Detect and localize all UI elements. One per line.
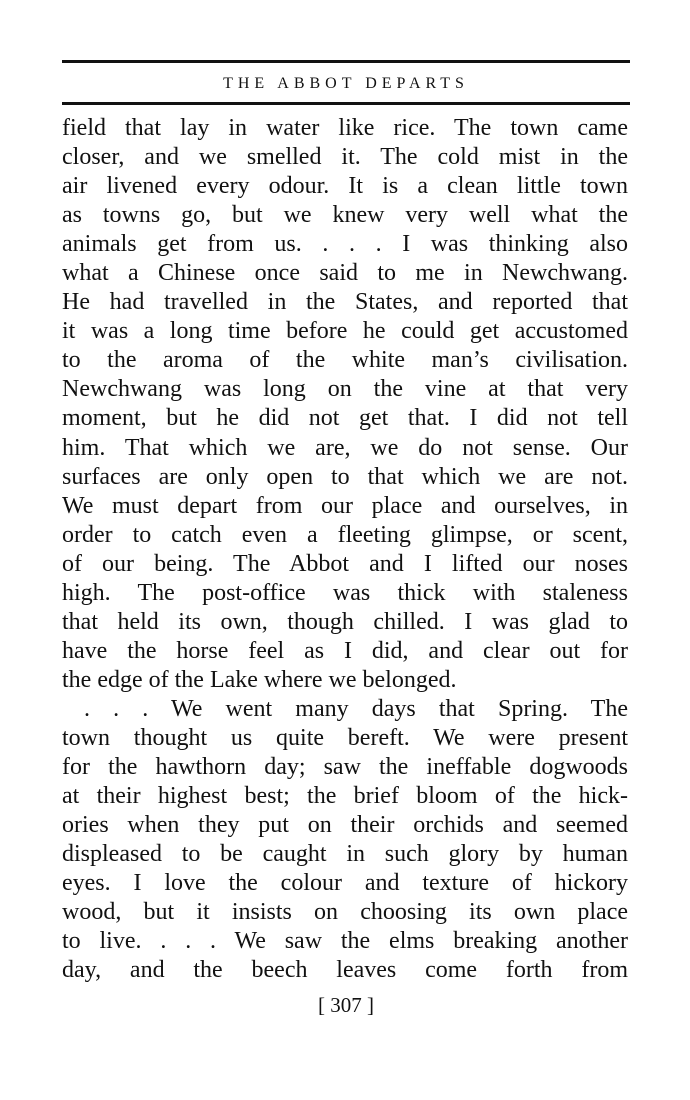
text-line: eyes. I love the colour and texture of hickory [62, 870, 628, 897]
text-line: for the hawthorn day; saw the ineffable dogwoods [62, 754, 628, 781]
text-line: what a Chinese once said to me in Newchwang. [62, 260, 628, 287]
running-head: THE ABBOT DEPARTS [223, 75, 469, 92]
text-line: field that lay in water like rice. The town came [62, 115, 628, 141]
text-line: that held its own, though chilled. I was glad to [62, 608, 628, 635]
text-line: it was a long time before he could get accustomed [62, 318, 628, 345]
page-number: [ 307 ] [318, 993, 374, 1017]
text-line: of our being. The Abbot and I lifted our noses [62, 550, 628, 577]
header-rule-top [62, 60, 630, 63]
paragraph-start-line: . . . We went many days that Spring. The [84, 695, 628, 722]
header-rule-bottom [62, 102, 630, 105]
text-line: as towns go, but we knew very well what the [62, 202, 628, 229]
text-line: to the aroma of the white man’s civilisation. [62, 347, 628, 374]
text-line: town thought us quite bereft. We were present [62, 724, 628, 751]
text-line: ories when they put on their orchids and seemed [62, 812, 628, 839]
body-text [62, 114, 628, 985]
text-line: have the horse feel as I did, and clear out for [62, 637, 628, 664]
text-line: order to catch even a fleeting glimpse, or scent, [62, 521, 628, 548]
text-line: to live. . . . We saw the elms breaking another [62, 928, 628, 955]
text-line: Newchwang was long on the vine at that very [62, 376, 628, 403]
text-line: surfaces are only open to that which we are not. [62, 463, 628, 490]
text-line: day, and the beech leaves come forth from [62, 957, 628, 984]
text-line: high. The post-office was thick with staleness [62, 579, 628, 606]
text-line: air livened every odour. It is a clean little town [62, 173, 628, 200]
text-line: at their highest best; the brief bloom of the hick- [62, 783, 628, 810]
text-line: animals get from us. . . . I was thinking also [62, 231, 628, 258]
text-line: closer, and we smelled it. The cold mist in the [62, 144, 628, 171]
text-line: We must depart from our place and ourselves, in [62, 492, 628, 519]
paragraph-end-line: the edge of the Lake where we belonged. [62, 666, 457, 693]
text-line: him. That which we are, we do not sense. Our [62, 434, 628, 461]
text-line: displeased to be caught in such glory by human [62, 841, 628, 868]
text-line: moment, but he did not get that. I did not tell [62, 405, 628, 432]
text-line: wood, but it insists on choosing its own place [62, 899, 628, 926]
text-line: He had travelled in the States, and reported that [62, 289, 628, 316]
